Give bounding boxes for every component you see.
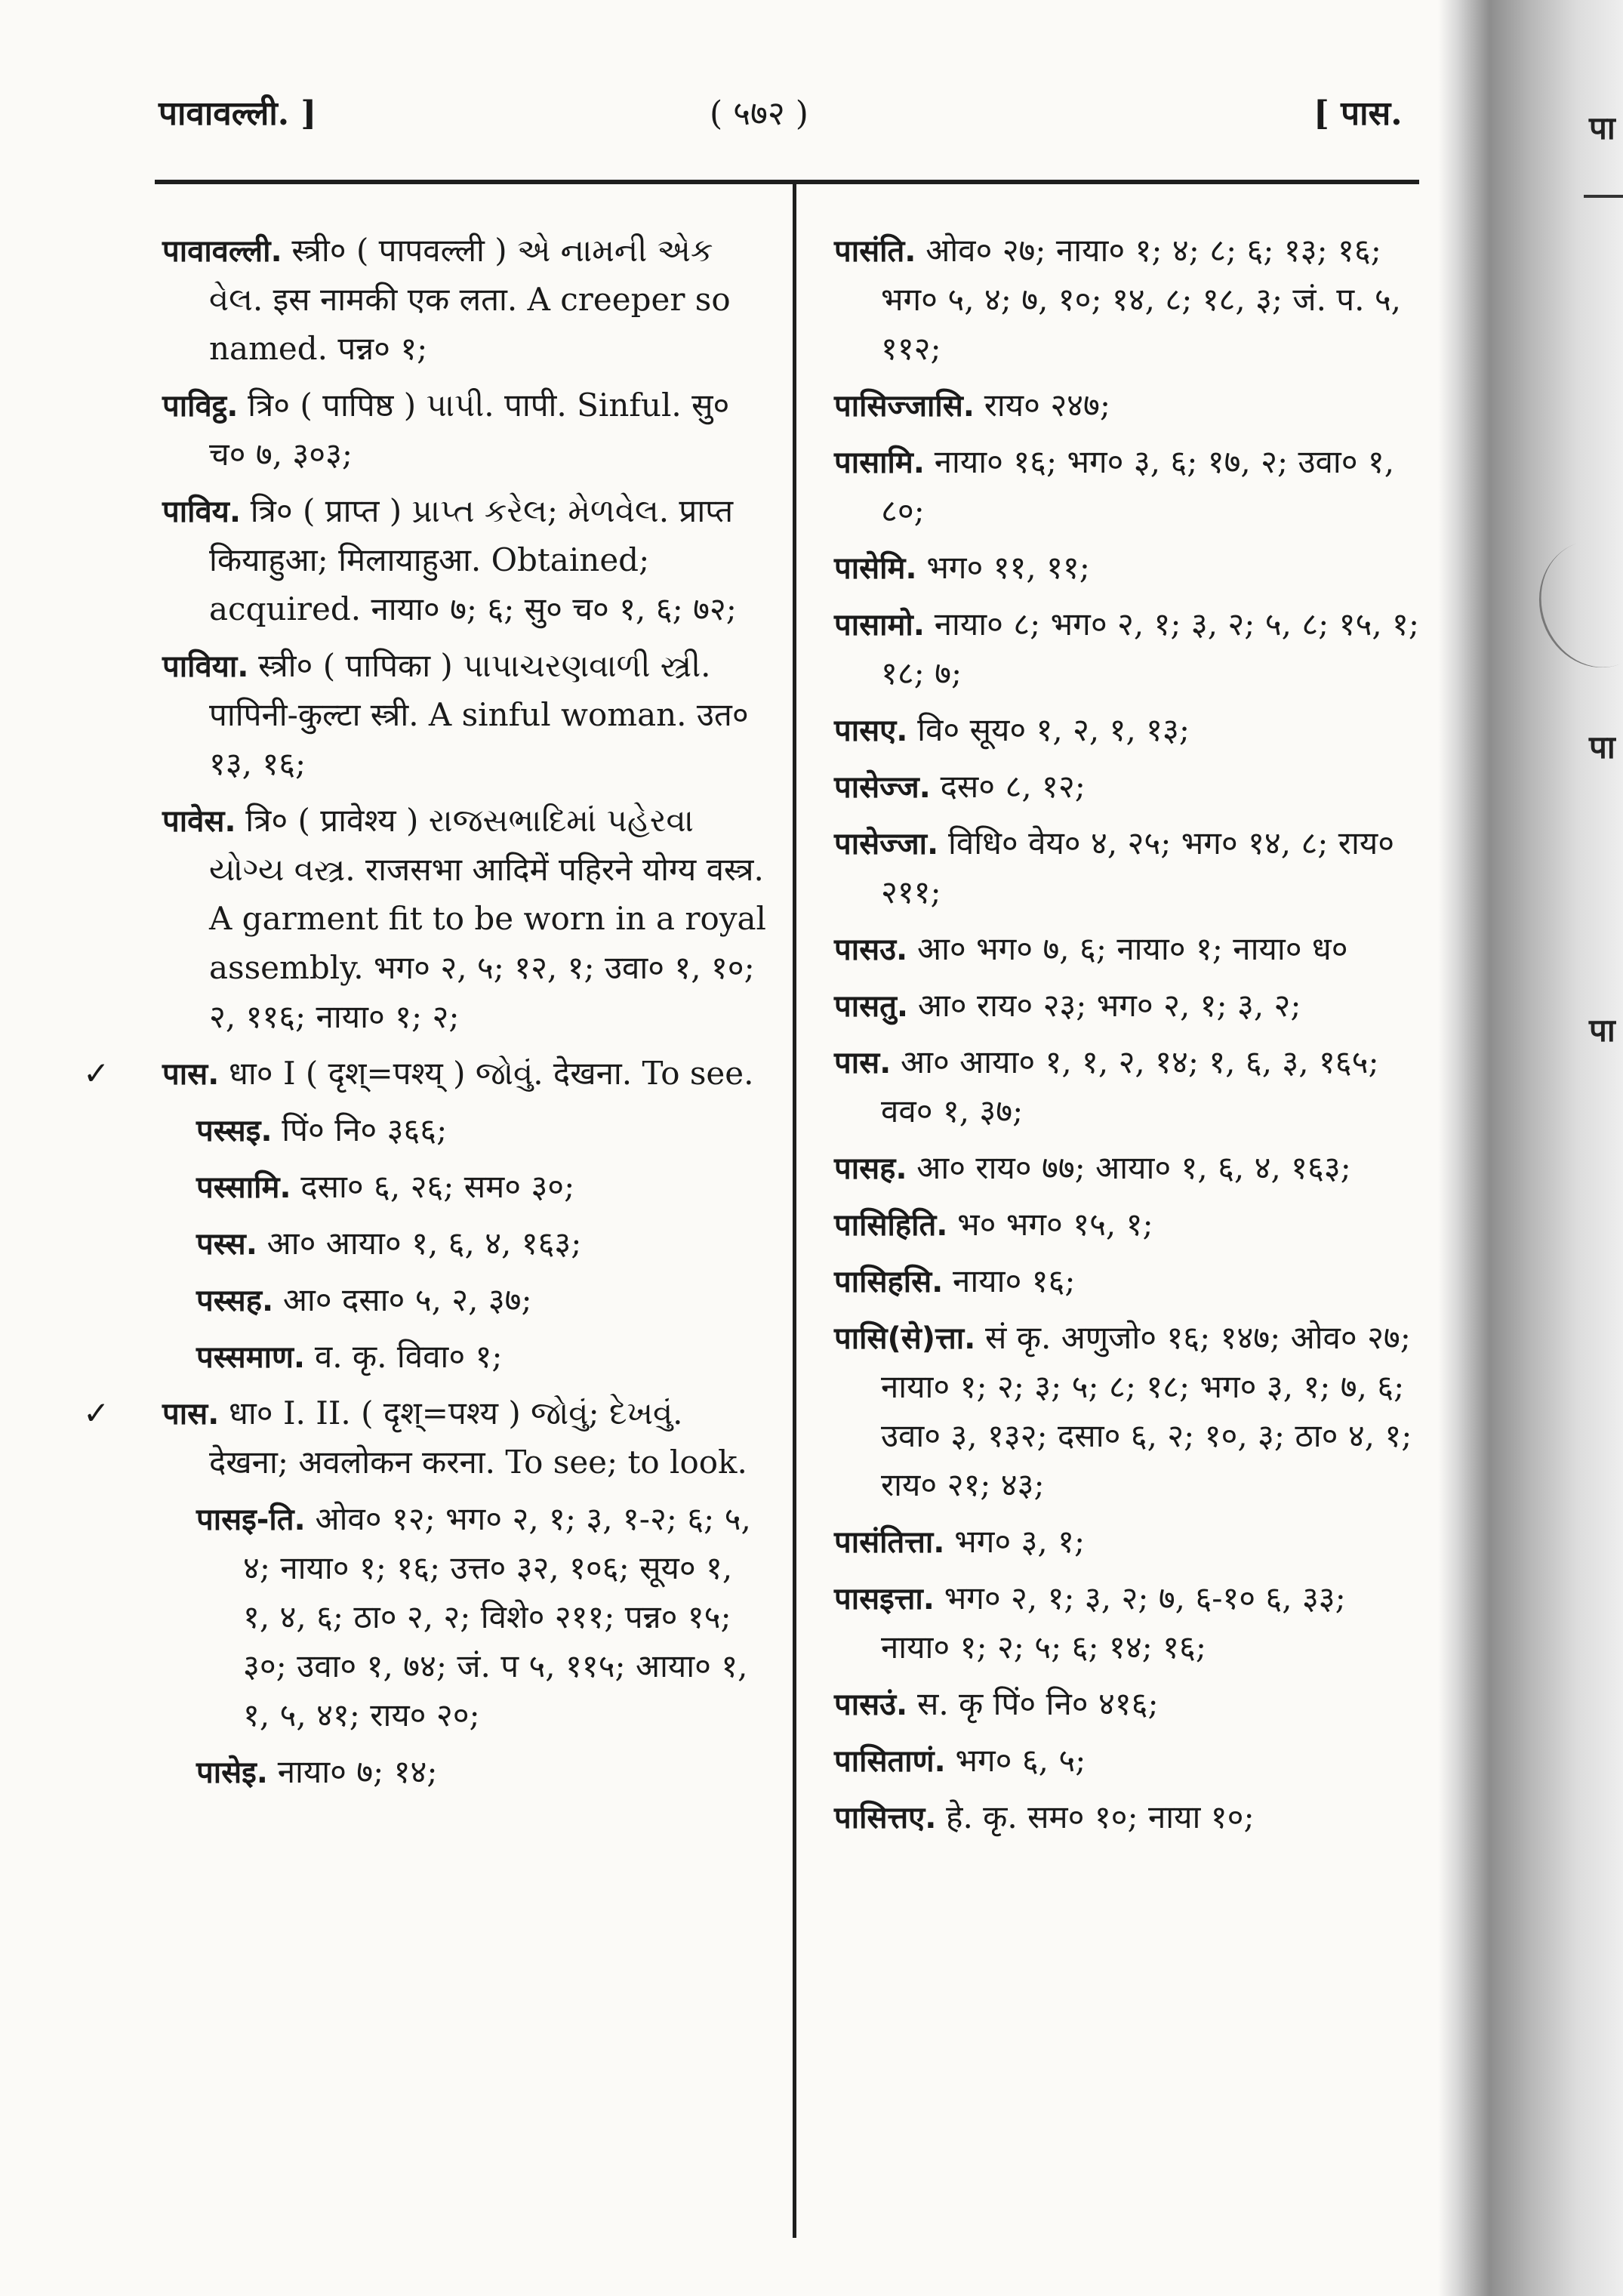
right-column [834,227,1423,1850]
entry-headword: पाविया. [162,649,249,684]
dictionary-entry [834,381,1423,430]
entry-gloss: भग० ११, ११; [926,549,1090,586]
entry-headword: पासंतित्ता. [834,1525,945,1560]
dictionary-entry [834,925,1423,974]
entry-gloss: धा० I ( दृश्=पश्य् ) જોવું. देखना. To see. [229,1055,754,1092]
entry-gloss: भग० ३, १; [954,1523,1086,1560]
entry-gloss: नाया० १६; भग० ३, ६; १७, २; उवा० १, ८०; [881,443,1395,529]
entry-headword: पासउ. [834,932,908,967]
entry-headword: पाविय. [162,495,242,529]
dictionary-entry [196,1333,766,1382]
dictionary-entry [834,438,1423,536]
next-page-edge [1438,0,1623,2296]
dictionary-entry [196,1106,766,1155]
dictionary-entry [834,1257,1423,1306]
entry-headword: पस्समाण. [196,1340,306,1375]
header-right-guide-word: [ पास. [1313,94,1403,133]
dictionary-entry [162,1049,766,1099]
left-column [162,227,766,1804]
entry-headword: पासउं. [834,1687,908,1722]
entry-gloss: आ० राय० ७७; आया० १, ६, ४, १६३; [916,1149,1351,1186]
entry-gloss: सं कृ. अणुजो० १६; १४७; ओव० २७; नाया० १; २; ३; ५; ८; १८; भग० ३, १; ७, ६; उवा० ३, १३२; दसा० ६, २; १०, ३; ठा० ४, १; राय० २१; ४३; [881,1319,1412,1503]
entry-gloss: आ० आया० १, १, २, १४; १, ६, ३, १६५; वव० १, ३७; [881,1043,1379,1130]
entry-gloss: दसा० ६, २६; सम० ३०; [300,1168,575,1205]
entry-headword: पस्सइ. [196,1114,273,1148]
entry-gloss: ओव० २७; नाया० १; ४; ८; ६; १३; १६; भग० ५, ४; ७, १०; १४, ८; १८, ३; जं. प. ५, ११२; [881,232,1402,367]
entry-gloss: वि० सूय० १, २, १, १३; [917,711,1190,748]
entry-headword: पासि(से)त्ता. [834,1321,976,1356]
entry-gloss: विधि० वेय० ४, २५; भग० १४, ८; राय० २११; [881,824,1395,911]
dictionary-entry [834,1680,1423,1729]
entry-gloss: आ० आया० १, ६, ४, १६३; [266,1225,582,1262]
edge-dash [1584,195,1623,198]
dictionary-entry [834,1314,1423,1510]
entry-headword: पासित्तए. [834,1801,937,1835]
entry-gloss: पिं० नि० ३६६; [282,1111,448,1148]
entry-gloss: आ० दसा० ५, २, ३७; [282,1281,532,1318]
dictionary-entry [834,600,1423,698]
entry-headword: पासिज्जासि. [834,389,975,424]
entry-gloss: व. कृ. विवा० १; [314,1338,503,1375]
entry-headword: पस्सामि. [196,1170,291,1205]
entry-headword: पास. [162,1057,220,1092]
header-rule [155,180,1419,184]
dictionary-entry [196,1163,766,1212]
header-left-guide-word: पावावल्ली. ] [159,94,317,133]
dictionary-entry [196,1748,766,1797]
dictionary-entry [834,1737,1423,1786]
entry-headword: पासामि. [834,445,925,480]
dictionary-entry [834,227,1423,374]
dictionary-entry [162,227,766,374]
dictionary-entry [196,1276,766,1325]
entry-headword: पासिताणं. [834,1744,946,1779]
dictionary-entry [162,1389,766,1487]
entry-gloss: स्त्री० ( पापिका ) પાપાચરણવાળી સ્ત્રી. पापिनी-कुल्टा स्त्री. A sinful woman. उत० १३, १६; [209,647,749,782]
edge-glyph: पा [1589,1012,1615,1049]
entry-headword: पासंति. [834,234,916,269]
dictionary-entry [162,797,766,1042]
column-divider [793,184,796,2238]
entry-gloss: धा० I. II. ( दृश्=पश्य ) જોવું; દેખવું. देखना; अवलोकन करना. To see; to look. [209,1395,747,1481]
dictionary-entry [834,982,1423,1031]
entry-headword: पस्स. [196,1227,257,1262]
entry-headword: पास. [834,1046,892,1080]
dictionary-entry [196,1219,766,1268]
dictionary-entry [162,487,766,634]
entry-headword: पासिहसि. [834,1265,944,1299]
entry-gloss: स. कृ पिं० नि० ४१६; [916,1685,1159,1722]
entry-headword: पस्सह. [196,1284,274,1318]
entry-headword: पासह. [834,1151,907,1186]
dictionary-entry [834,763,1423,812]
entry-headword: पासामो. [834,608,925,643]
dictionary-entry [834,706,1423,755]
entry-gloss: हे. कृ. सम० १०; नाया १०; [946,1798,1255,1835]
entry-gloss: आ० राय० २३; भग० २, १; ३, २; [917,987,1301,1024]
entry-headword: पासेज्जा. [834,827,939,861]
entry-gloss: नाया० १६; [953,1262,1076,1299]
dictionary-entry [834,819,1423,917]
dictionary-entry [834,1200,1423,1250]
entry-headword: पासेज्ज. [834,770,931,805]
entry-gloss: ओव० १२; भग० २, १; ३, १-२; ६; ५, ४; नाया० १; १६; उत्त० ३२, १०६; सूय० १, १, ४, ६; ठा० २, २; विशे० २११; पन्न० १५; ३०; उवा० १, ७४; जं. प ५, ११५; आया० १, १, ५, ४१; राय० २०; [243,1500,751,1734]
dictionary-entry [834,1574,1423,1672]
entry-gloss: भग० २, १; ३, २; ७, ६-१० ६, ३३; नाया० १; २; ५; ६; १४; १६; [881,1579,1346,1666]
dictionary-entry [834,1038,1423,1136]
edge-glyph: पा [1589,109,1615,146]
entry-gloss: आ० भग० ७, ६; नाया० १; नाया० ध० [916,930,1348,967]
entry-gloss: त्रि० ( प्रावेश्य ) રાજસભાદિમાં પહેરવા યોગ્ય વસ્ત્ર. राजसभा आदिमें पहिरने योग्य वस्त्र. A garment fit to be worn in a royal assembly. भग० २, ५; १२, १; उवा० १, १०; २, ११६; नाया० १; २; [209,802,766,1035]
entry-gloss: दस० ८, १२; [940,768,1086,805]
entry-gloss: नाया० ८; भग० २, १; ३, २; ५, ८; १५, १; १८; ७; [881,606,1420,692]
entry-gloss: भग० ६, ५; [955,1742,1086,1779]
entry-headword: पाविट्ठ. [162,389,239,424]
entry-headword: पासइ-ति. [196,1502,306,1537]
entry-headword: पासेइ. [196,1755,268,1790]
entry-headword: पावेस. [162,804,236,839]
entry-gloss: राय० २४७; [984,387,1110,424]
entry-gloss: स्त्री० ( पापवल्ली ) એ નામની એક વેલ. इस नामकी एक लता. A creeper so named. पन्न० १; [209,232,731,367]
entry-gloss: त्रि० ( पापिष्ठ ) પાપી. पापी. Sinful. सु० च० ७, ३०३; [209,387,730,473]
edge-glyph: पा [1589,729,1615,766]
entry-gloss: त्रि० ( प्राप्त ) પ્રાપ્ત કરેલ; મેળવેલ. प्राप्त कियाहुआ; मिलायाहुआ. Obtained; acquired. नाया० ७; ६; सु० च० १, ६; ७२; [209,492,737,627]
dictionary-entry [834,1518,1423,1567]
dictionary-entry [196,1495,766,1740]
entry-headword: पासइत्ता. [834,1582,935,1616]
entry-gloss: नाया० ७; १४; [277,1753,438,1790]
dictionary-entry [834,544,1423,593]
entry-gloss: भ० भग० १५, १; [957,1206,1153,1243]
page-number: ( ५७२ ) [710,94,808,133]
dictionary-entry [162,642,766,789]
entry-headword: पावावल्ली. [162,234,282,269]
entry-headword: पास. [162,1397,220,1432]
entry-headword: पासतु. [834,989,909,1024]
dictionary-entry [834,1793,1423,1842]
entry-headword: पासेमि. [834,551,917,586]
dictionary-entry [162,381,766,479]
entry-headword: पासए. [834,713,908,748]
dictionary-entry [834,1144,1423,1193]
entry-headword: पासिहिति. [834,1208,948,1243]
